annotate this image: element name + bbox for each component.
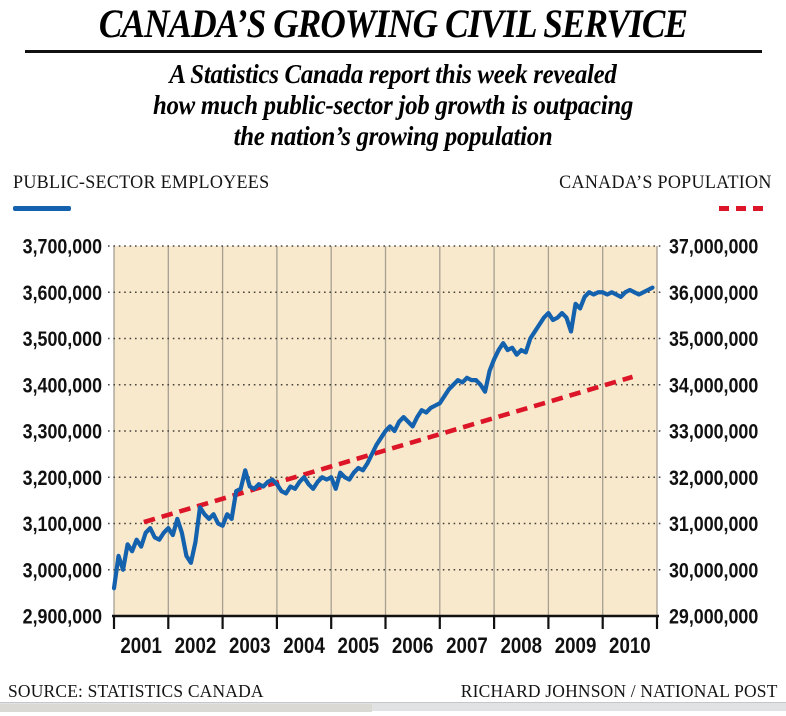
left-axis-tick-label: 3,000,000 xyxy=(22,558,103,583)
right-axis-tick-label: 36,000,000 xyxy=(669,281,759,306)
left-axis-tick-label: 3,500,000 xyxy=(22,327,103,352)
author-credit: RICHARD JOHNSON / NATIONAL POST xyxy=(461,681,778,701)
right-axis-tick-label: 30,000,000 xyxy=(669,558,759,583)
title-divider xyxy=(25,50,762,53)
bottom-scrollbar-strip[interactable] xyxy=(0,702,786,711)
left-axis-tick-label: 3,700,000 xyxy=(22,235,103,259)
year-label: 2005 xyxy=(337,634,380,659)
subtitle-line-3: the nation’s growing population xyxy=(233,121,553,151)
left-axis-tick-label: 3,100,000 xyxy=(22,512,103,537)
subtitle-line-1: A Statistics Canada report this week revealed xyxy=(169,59,617,89)
right-axis-tick-label: 33,000,000 xyxy=(669,420,759,444)
left-axis-tick-label: 3,400,000 xyxy=(22,373,103,398)
left-axis-tick-label: 2,900,000 xyxy=(22,605,103,629)
year-label: 2004 xyxy=(283,634,325,659)
right-axis-tick-label: 31,000,000 xyxy=(669,512,759,537)
right-axis-tick-label: 35,000,000 xyxy=(669,327,759,352)
subtitle-line-2: how much public-sector job growth is outpacing xyxy=(152,90,634,120)
right-axis-tick-label: 34,000,000 xyxy=(669,373,759,398)
year-label: 2002 xyxy=(174,634,217,659)
legend-label-population: CANADA’S POPULATION xyxy=(559,172,772,193)
chart-subtitle xyxy=(31,59,754,152)
year-label: 2008 xyxy=(500,634,543,659)
year-label: 2001 xyxy=(120,634,162,659)
year-label: 2007 xyxy=(446,634,488,659)
left-axis-tick-label: 3,600,000 xyxy=(22,281,103,306)
blue-solid-line-swatch-icon xyxy=(13,206,71,211)
legend-label-employees: PUBLIC-SECTOR EMPLOYEES xyxy=(13,172,270,193)
source-credit: SOURCE: STATISTICS CANADA xyxy=(8,681,264,701)
right-axis-tick-label: 32,000,000 xyxy=(669,466,759,491)
page-title: CANADA’S GROWING CIVIL SERVICE xyxy=(98,1,688,46)
year-label: 2003 xyxy=(228,634,271,659)
left-axis-tick-label: 3,200,000 xyxy=(22,466,103,491)
year-label: 2009 xyxy=(554,634,597,659)
year-label: 2010 xyxy=(609,634,651,659)
right-axis-tick-label: 29,000,000 xyxy=(669,605,759,629)
left-axis-tick-label: 3,300,000 xyxy=(22,420,103,444)
right-axis-tick-label: 37,000,000 xyxy=(669,235,759,259)
red-dashed-line-swatch-icon xyxy=(719,206,769,211)
year-label: 2006 xyxy=(391,634,434,659)
